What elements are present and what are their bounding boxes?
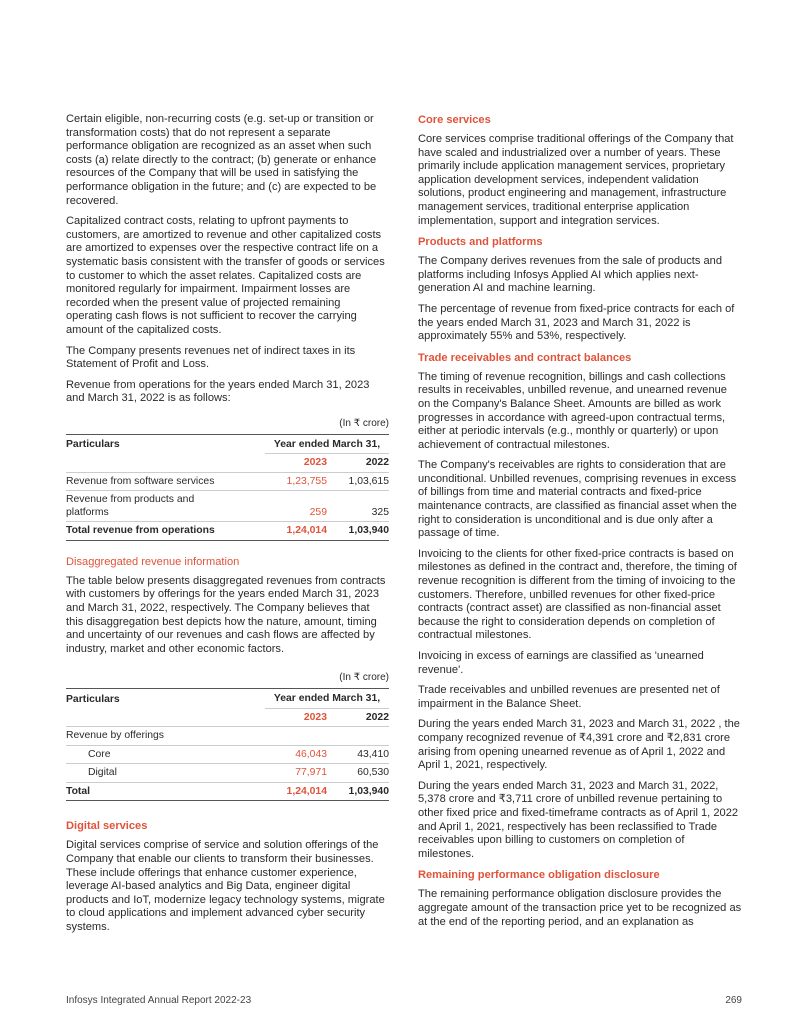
paragraph: Capitalized contract costs, relating to upfront payments to customers, are amortized to revenue and other capitalized costs are amortized to expenses over the respective contract life on a systematic basis consistent with the transfer of goods or services to customer to which the asset relates. Capitalized costs are monitored regularly for impairment. Impairment losses are recorded when the present value of projected remaining operating cash flows is not sufficient to recover the carrying amount of the capitalized costs. xyxy=(66,215,385,336)
paragraph: The Company derives revenues from the sale of products and platforms including Infosys Applied AI which applies next-generation AI and machine learning. xyxy=(418,255,723,295)
row-label: Revenue from software services xyxy=(66,472,265,491)
col-year-ended: Year ended March 31, xyxy=(265,689,389,709)
paragraph: The table below presents disaggregated revenues from contracts with customers by offerings for the years ended March 31, 2023 and March 31, 2022, respectively. The Company believes that this disaggregation best depicts how the nature, amount, timing and uncertainty of our revenues and cash flows are affected by industry, market and other economic factors. xyxy=(66,574,386,655)
section-heading: Disaggregated revenue information xyxy=(66,555,240,568)
value-2023: 1,23,755 xyxy=(265,472,327,491)
value-2022: 325 xyxy=(327,491,389,522)
section-heading: Remaining performance obligation disclosure xyxy=(418,869,660,882)
value-2022: 1,03,615 xyxy=(327,472,389,491)
row-label: Total revenue from operations xyxy=(66,522,265,541)
paragraph: The percentage of revenue from fixed-price contracts for each of the years ended March 31, 2023 and March 31, 2022 is approximately 55% and 53%, respectively. xyxy=(418,302,735,343)
paragraph: Certain eligible, non-recurring costs (e.g. set-up or transition or transformation costs) that do not represent a separate performance obligation are recognized as an asset when such costs (a) relate directly to the contract; (b) generate or enhance resources of the Company that will be used in satisfying the performance obligation in the future; and (c) are expected to be recovered. xyxy=(66,113,377,207)
page-footer xyxy=(66,995,742,1007)
table-row xyxy=(66,491,389,522)
report-title: Infosys Integrated Annual Report 2022-23 xyxy=(66,995,252,1006)
left-column xyxy=(66,113,389,942)
row-label: Digital xyxy=(66,764,265,783)
table-row xyxy=(66,472,389,491)
paragraph: Invoicing to the clients for other fixed-price contracts is based on milestones as defined in the contract and, therefore, the timing of revenue recognition is different from the timing of invoicing to the customers. Therefore, unbilled revenues for other fixed-price contracts (contract asset) are classified as non-financial asset because the right to consideration depends on completion of contractual milestones. xyxy=(418,547,737,642)
paragraph: Digital services comprise of service and solution offerings of the Company that enable our clients to transform their businesses. These include offerings that enhance customer experience, leverage AI-based analytics and Big Data, engineer digital products and IoT, modernize legacy technology systems, migrate to cloud applications and implement advanced cyber security systems. xyxy=(66,839,385,933)
col-2023: 2023 xyxy=(265,454,327,473)
paragraph: Core services comprise traditional offerings of the Company that have scaled and industrialized over a number of years. These primarily include application management services, proprietary application development services, independent validation solutions, product engineering and management, infrastructure management services, traditional enterprise application implementation, support and integration services. xyxy=(418,133,734,227)
table-row xyxy=(66,764,389,783)
table-header-row xyxy=(66,689,389,709)
section-heading: Trade receivables and contract balances xyxy=(418,351,632,364)
value-2022: 1,03,940 xyxy=(327,782,389,801)
disaggregated-revenue-table xyxy=(66,688,389,801)
section-heading: Products and platforms xyxy=(418,236,543,249)
row-label: Core xyxy=(66,745,265,764)
value-2022: 1,03,940 xyxy=(327,522,389,541)
value-2022: 43,410 xyxy=(327,745,389,764)
table-year-row xyxy=(66,708,389,727)
paragraph: During the years ended March 31, 2023 and March 31, 2022, 5,378 crore and ₹3,711 crore of unbilled revenue pertaining to other fixed price and fixed-timeframe contracts as of April 1, 2022 and April 1, 2021, respectively has been reclassified to Trade receivables upon billing to customers on completion of milestones. xyxy=(418,779,739,860)
value-2023: 77,971 xyxy=(265,764,327,783)
col-2023: 2023 xyxy=(265,708,327,727)
table-row xyxy=(66,745,389,764)
paragraph: Invoicing in excess of earnings are classified as 'unearned revenue'. xyxy=(418,650,704,676)
paragraph: During the years ended March 31, 2023 and March 31, 2022 , the company recognized revenue of ₹4,391 crore and ₹2,831 crore arising from opening unearned revenue as of April 1, 2022 and April 1, 2021, respectively. xyxy=(418,718,740,772)
col-2022: 2022 xyxy=(327,708,389,727)
table-total-row xyxy=(66,782,389,801)
table-unit-label: (In ₹ crore) xyxy=(339,417,389,429)
paragraph: The Company presents revenues net of indirect taxes in its Statement of Profit and Loss. xyxy=(66,344,356,371)
right-column xyxy=(418,113,742,936)
col-particulars: Particulars xyxy=(66,689,265,709)
revenue-table xyxy=(66,434,389,541)
paragraph: Revenue from operations for the years ended March 31, 2023 and March 31, 2022 is as follows: xyxy=(66,378,370,405)
col-year-ended: Year ended March 31, xyxy=(265,434,389,454)
table-row xyxy=(66,727,389,746)
table-header-row xyxy=(66,434,389,454)
table-total-row xyxy=(66,522,389,541)
col-particulars: Particulars xyxy=(66,434,265,454)
paragraph: Trade receivables and unbilled revenues are presented net of impairment in the Balance Sheet. xyxy=(418,684,720,710)
table-year-row xyxy=(66,454,389,473)
value-2023: 1,24,014 xyxy=(265,522,327,541)
row-label: Total xyxy=(66,782,265,801)
value-2023: 1,24,014 xyxy=(265,782,327,801)
section-heading: Core services xyxy=(418,114,491,126)
paragraph: The timing of revenue recognition, billings and cash collections results in receivables, unbilled revenue, and unearned revenue on the Company's Balance Sheet. Amounts are billed as work progresses in accordance with agreed-upon contractual terms, either at periodic intervals (e.g., monthly or quarterly) or upon achievement of contractual milestones. xyxy=(418,370,727,451)
paragraph: The remaining performance obligation disclosure provides the aggregate amount of the transaction price yet to be recognized as at the end of the reporting period, and an explanation as xyxy=(418,888,742,928)
value-2023: 46,043 xyxy=(265,745,327,764)
row-label: Revenue from products and platforms xyxy=(66,491,265,522)
value-2023: 259 xyxy=(265,491,327,522)
row-group-label: Revenue by offerings xyxy=(66,727,389,746)
paragraph: The Company's receivables are rights to consideration that are unconditional. Unbilled revenues, comprising revenues in excess of billings from time and material contracts and fixed-price maintenance contracts, are classified as financial asset when the right to consideration is unconditional and is due only after a passage of time. xyxy=(418,459,737,540)
table-unit-label: (In ₹ crore) xyxy=(339,672,389,684)
section-heading: Digital services xyxy=(66,820,148,833)
col-2022: 2022 xyxy=(327,454,389,473)
value-2022: 60,530 xyxy=(327,764,389,783)
page-number: 269 xyxy=(725,995,742,1006)
